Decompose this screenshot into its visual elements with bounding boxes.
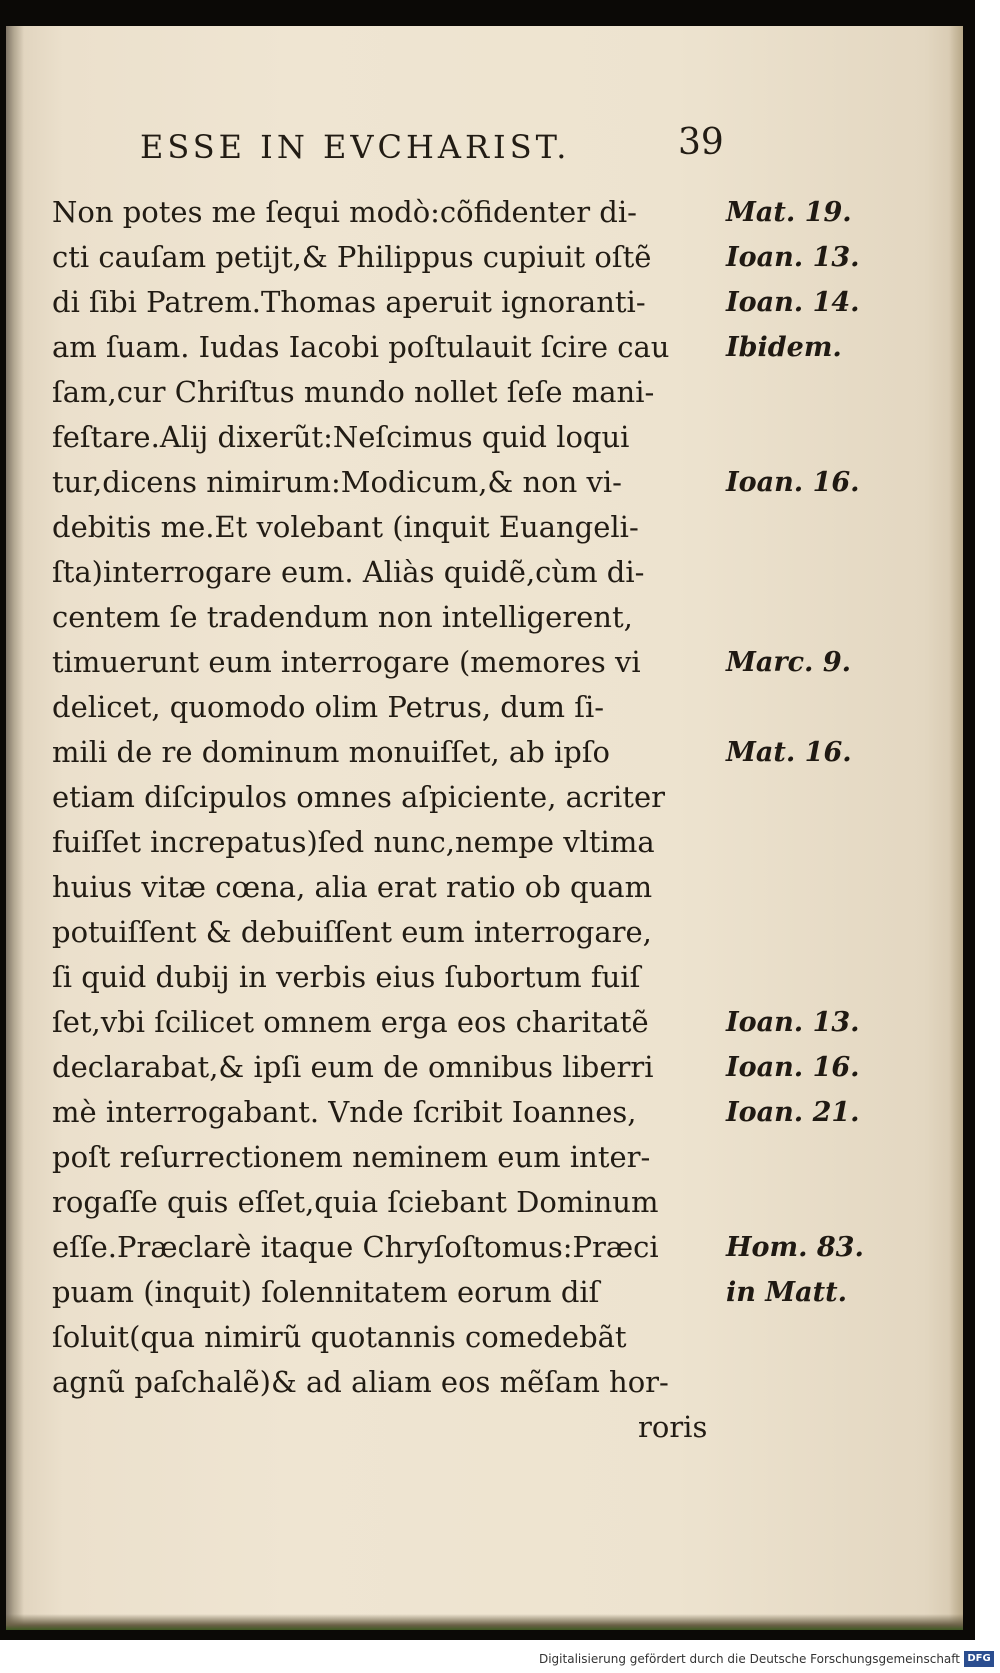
text-line-content: potuiſſent & debuiſſent eum interrogare, (52, 915, 652, 949)
margin-note: Ibidem. (726, 332, 842, 363)
text-line-content: centem ſe tradendum non intelligerent, (52, 600, 633, 634)
text-line (52, 280, 742, 325)
text-line-content: ſet,vbi ſcilicet omnem erga eos charitatẽ (52, 1005, 649, 1039)
text-line (52, 730, 742, 775)
text-line-content: eſſe.Præclarè itaque Chryſoſtomus:Præci (52, 1230, 659, 1264)
text-line (52, 325, 742, 370)
text-line-content: am ſuam. Iudas Iacobi poſtulauit ſcire cau (52, 330, 670, 364)
running-head-title: ESSE IN EVCHARIST. (140, 128, 571, 166)
text-line (52, 820, 742, 865)
text-line (52, 505, 742, 550)
text-line (52, 1360, 742, 1405)
text-line-content: cti cauſam petijt,& Philippus cupiuit oſtẽ (52, 240, 652, 274)
margin-note: in Matt. (726, 1277, 848, 1308)
text-line (52, 910, 742, 955)
text-line (52, 370, 742, 415)
text-line (52, 1000, 742, 1045)
margin-note: Ioan. 13. (726, 1007, 860, 1038)
text-line (52, 235, 742, 280)
text-line (52, 775, 742, 820)
book-page (6, 26, 963, 1630)
text-line-content: ſam,cur Chriſtus mundo nollet ſeſe mani- (52, 375, 655, 409)
running-head (56, 120, 724, 180)
text-line (52, 415, 742, 460)
text-line-content: mè interrogabant. Vnde ſcribit Ioannes, (52, 1095, 637, 1129)
text-line-content: tur,dicens nimirum:Modicum,& non vi- (52, 465, 622, 499)
margin-note: Hom. 83. (726, 1232, 864, 1263)
text-line (52, 1315, 742, 1360)
margin-note: Mat. 19. (726, 197, 852, 228)
text-line-content: di ſibi Patrem.Thomas aperuit ignoranti- (52, 285, 646, 319)
margin-note: Ioan. 13. (726, 242, 860, 273)
page-number: 39 (678, 122, 724, 163)
text-line (52, 640, 742, 685)
text-line (52, 1270, 742, 1315)
text-line (52, 460, 742, 505)
text-line-content: huius vitæ cœna, alia erat ratio ob quam (52, 870, 653, 904)
text-line (52, 1225, 742, 1270)
margin-note: Ioan. 21. (726, 1097, 860, 1128)
margin-note: Ioan. 14. (726, 287, 860, 318)
page-right-edge (949, 26, 963, 1630)
text-line-content: etiam diſcipulos omnes aſpiciente, acriter (52, 780, 665, 814)
text-line-content: rogaſſe quis eſſet,quia ſciebant Dominum (52, 1185, 659, 1219)
text-line (52, 1090, 742, 1135)
text-line-content: delicet, quomodo olim Petrus, dum ſi- (52, 690, 605, 724)
text-line-content: agnũ paſchalẽ)& ad aliam eos mẽſam hor- (52, 1365, 669, 1399)
text-line-content: mili de re dominum monuiſſet, ab ipſo (52, 735, 611, 769)
text-line (52, 595, 742, 640)
text-line (52, 1045, 742, 1090)
footer-text: Digitalisierung gefördert durch die Deutsche Forschungsgemeinschaft (538, 1652, 960, 1666)
text-line-content: ſta)interrogare eum. Aliàs quidẽ,cùm di- (52, 555, 645, 589)
body-text (52, 190, 742, 1450)
text-line-content: timuerunt eum interrogare (memores vi (52, 645, 641, 679)
text-line-content: Non potes me ſequi modò:cõfidenter di- (52, 195, 637, 229)
text-line-content: feſtare.Alij dixerũt:Neſcimus quid loqui (52, 420, 630, 454)
text-line (52, 1180, 742, 1225)
footer-bar (0, 1648, 1000, 1673)
margin-note: Ioan. 16. (726, 467, 860, 498)
text-line (52, 190, 742, 235)
dfg-logo: DFG (964, 1651, 994, 1667)
page-bottom-edge (6, 1614, 963, 1630)
margin-note: Marc. 9. (726, 647, 852, 678)
text-line-content: fuiſſet increpatus)ſed nunc,nempe vltima (52, 825, 655, 859)
margin-note: Ioan. 16. (726, 1052, 860, 1083)
text-line (52, 865, 742, 910)
text-line-content: puam (inquit) ſolennitatem eorum diſ (52, 1275, 600, 1309)
text-line-content: declarabat,& ipſi eum de omnibus liberri (52, 1050, 654, 1084)
margin-note: Mat. 16. (726, 737, 852, 768)
text-line-content: ſoluit(qua nimirũ quotannis comedebãt (52, 1320, 627, 1354)
text-line (52, 685, 742, 730)
text-line (52, 1135, 742, 1180)
text-line-content: ſi quid dubij in verbis eius ſubortum fuiſ (52, 960, 641, 994)
catchword: roris (638, 1410, 708, 1444)
text-line-content: debitis me.Et volebant (inquit Euangeli- (52, 510, 639, 544)
text-line-content: poſt reſurrectionem neminem eum inter- (52, 1140, 651, 1174)
text-line (52, 955, 742, 1000)
text-line (52, 550, 742, 595)
page-left-edge (6, 26, 24, 1630)
